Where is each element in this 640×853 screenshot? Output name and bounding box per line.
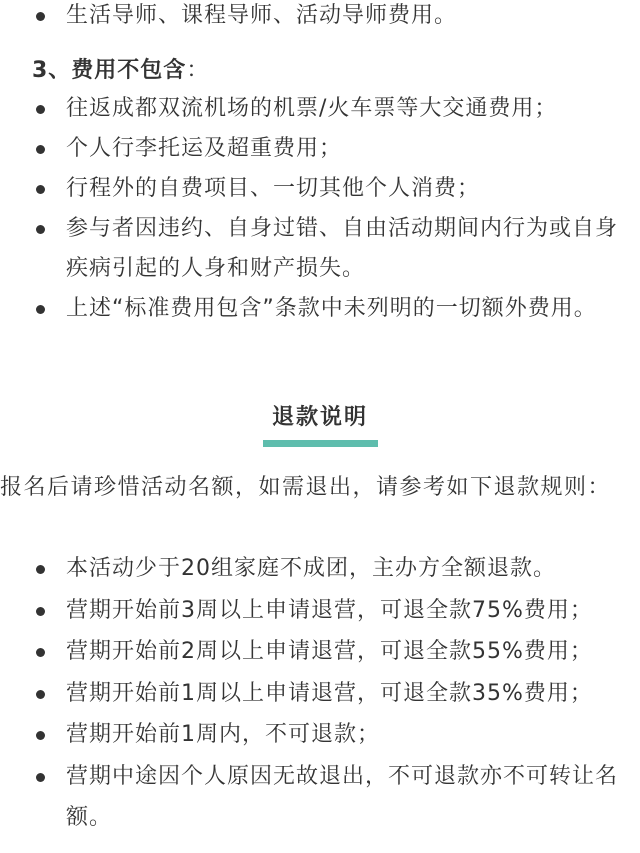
bullet-dot-icon xyxy=(36,565,45,574)
list-item-text: 个人行李托运及超重费用； xyxy=(66,136,343,161)
list-item xyxy=(0,0,640,36)
bullet-dot-icon xyxy=(36,305,45,314)
list-item xyxy=(0,590,640,632)
refund-rules-list xyxy=(0,548,640,839)
list-item-text: 参与者因违约、自身过错、自由活动期间内行为或自身疾病引起的人身和财产损失。 xyxy=(66,216,619,281)
bullet-dot-icon xyxy=(36,185,45,194)
list-item xyxy=(0,289,640,329)
bullet-dot-icon xyxy=(36,145,45,154)
bullet-dot-icon xyxy=(36,648,45,657)
fee-included-list-tail xyxy=(0,0,640,36)
list-item xyxy=(0,714,640,756)
fee-excluded-heading-text: 3、费用不包含 xyxy=(32,58,187,83)
refund-section-title: 退款说明 xyxy=(271,405,368,430)
list-item-text: 生活导师、课程导师、活动导师费用。 xyxy=(66,3,458,28)
list-item-text: 营期中途因个人原因无故退出，不可退款亦不可转让名额。 xyxy=(66,763,619,830)
list-item xyxy=(0,673,640,715)
fee-excluded-heading-colon: ： xyxy=(186,58,210,83)
list-item-text: 往返成都双流机场的机票/火车票等大交通费用； xyxy=(66,96,558,121)
fee-excluded-heading xyxy=(32,51,209,91)
list-item-text: 营期开始前1周内，不可退款； xyxy=(66,722,380,747)
bullet-dot-icon xyxy=(36,225,45,234)
list-item xyxy=(0,631,640,673)
list-item-text: 营期开始前1周以上申请退营，可退全款35%费用； xyxy=(66,680,593,706)
title-underline-bar xyxy=(263,440,378,447)
list-item xyxy=(0,89,640,129)
bullet-dot-icon xyxy=(36,105,45,114)
refund-intro: 报名后请珍惜活动名额，如需退出，请参考如下退款规则： xyxy=(0,475,612,500)
list-item-text: 营期开始前2周以上申请退营，可退全款55%费用； xyxy=(66,639,593,664)
fee-excluded-list xyxy=(0,89,640,329)
list-item xyxy=(0,209,640,289)
list-item-text: 上述“标准费用包含”条款中未列明的一切额外费用。 xyxy=(66,296,597,321)
bullet-dot-icon xyxy=(36,607,45,616)
list-item xyxy=(0,548,640,590)
bullet-dot-icon xyxy=(36,690,45,699)
list-item xyxy=(0,169,640,209)
bullet-dot-icon xyxy=(36,773,45,782)
list-item-text: 行程外的自费项目、一切其他个人消费； xyxy=(66,176,481,201)
bullet-dot-icon xyxy=(36,12,45,21)
bullet-dot-icon xyxy=(36,731,45,740)
list-item xyxy=(0,129,640,169)
list-item xyxy=(0,756,640,839)
list-item-text: 营期开始前3周以上申请退营，可退全款75%费用； xyxy=(66,597,593,623)
list-item-text: 本活动少于20组家庭不成团，主办方全额退款。 xyxy=(66,556,556,581)
